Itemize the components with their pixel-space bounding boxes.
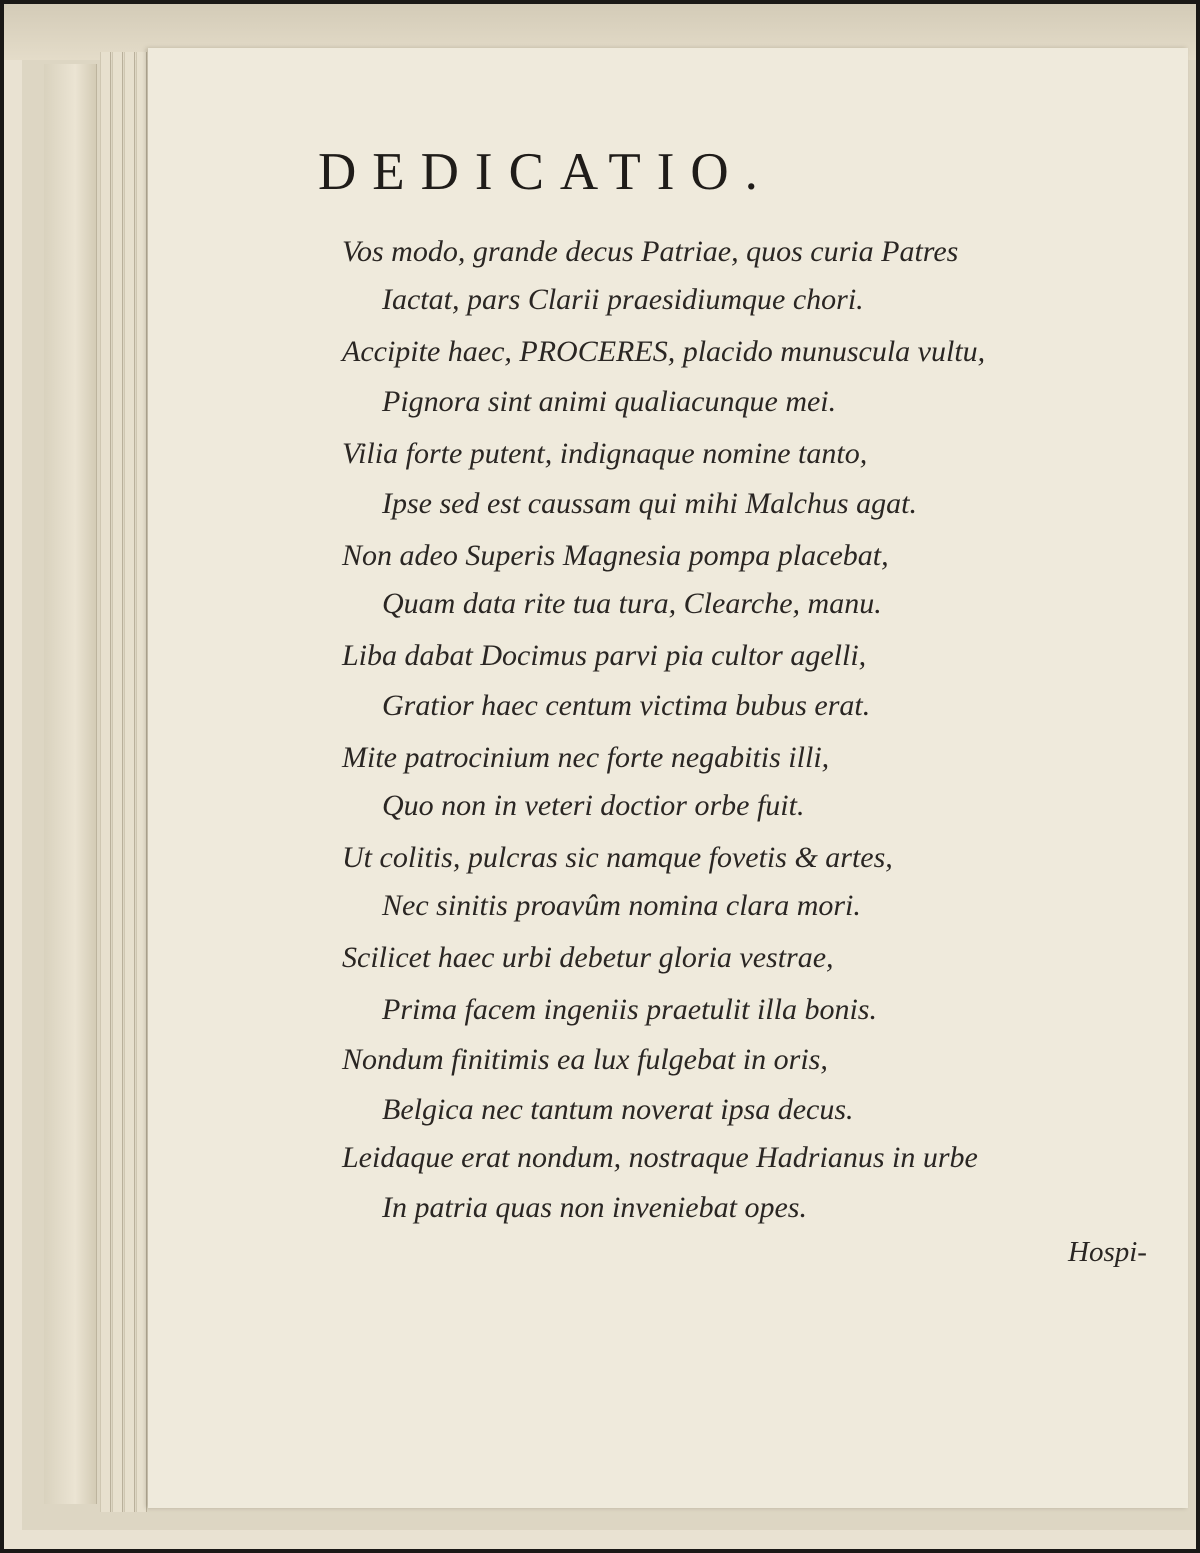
catchword: Hospi- — [1068, 1236, 1147, 1268]
verse-line: Quo non in veteri doctior orbe fuit. — [382, 789, 805, 822]
verse-line: Scilicet haec urbi debetur gloria vestrae, — [342, 941, 834, 974]
verse-line: Accipite haec, PROCERES, placido munuscula vultu, — [342, 335, 986, 368]
verse-line: Quam data rite tua tura, Clearche, manu. — [382, 587, 882, 620]
verse-line: Liba dabat Docimus parvi pia cultor agelli, — [342, 639, 867, 672]
verse-line: Pignora sint animi qualiacunque mei. — [382, 385, 837, 418]
verse-line: Vilia forte putent, indignaque nomine tanto, — [342, 437, 868, 470]
verse-line: Iactat, pars Clarii praesidiumque chori. — [382, 283, 864, 316]
verse-line: Mite patrocinium nec forte negabitis illi, — [342, 741, 830, 774]
verse-line: Vos modo, grande decus Patriae, quos curia Patres — [342, 235, 959, 268]
verse-line: Prima facem ingeniis praetulit illa bonis. — [382, 993, 877, 1026]
page-title: DEDICATIO. — [318, 143, 774, 201]
verse-line: Nec sinitis proavûm nomina clara mori. — [382, 889, 861, 922]
verse-line: Ipse sed est caussam qui mihi Malchus agat. — [382, 487, 917, 520]
verse-line: Belgica nec tantum noverat ipsa decus. — [382, 1093, 854, 1126]
verse-line: Non adeo Superis Magnesia pompa placebat, — [342, 539, 889, 572]
verse-line: Ut colitis, pulcras sic namque fovetis & artes, — [342, 841, 893, 874]
verse-line: Nondum finitimis ea lux fulgebat in oris, — [342, 1043, 828, 1076]
verse-line: Leidaque erat nondum, nostraque Hadrianus in urbe — [342, 1141, 978, 1174]
verse-line: In patria quas non inveniebat opes. — [382, 1191, 807, 1224]
verse-line: Gratior haec centum victima bubus erat. — [382, 689, 871, 722]
